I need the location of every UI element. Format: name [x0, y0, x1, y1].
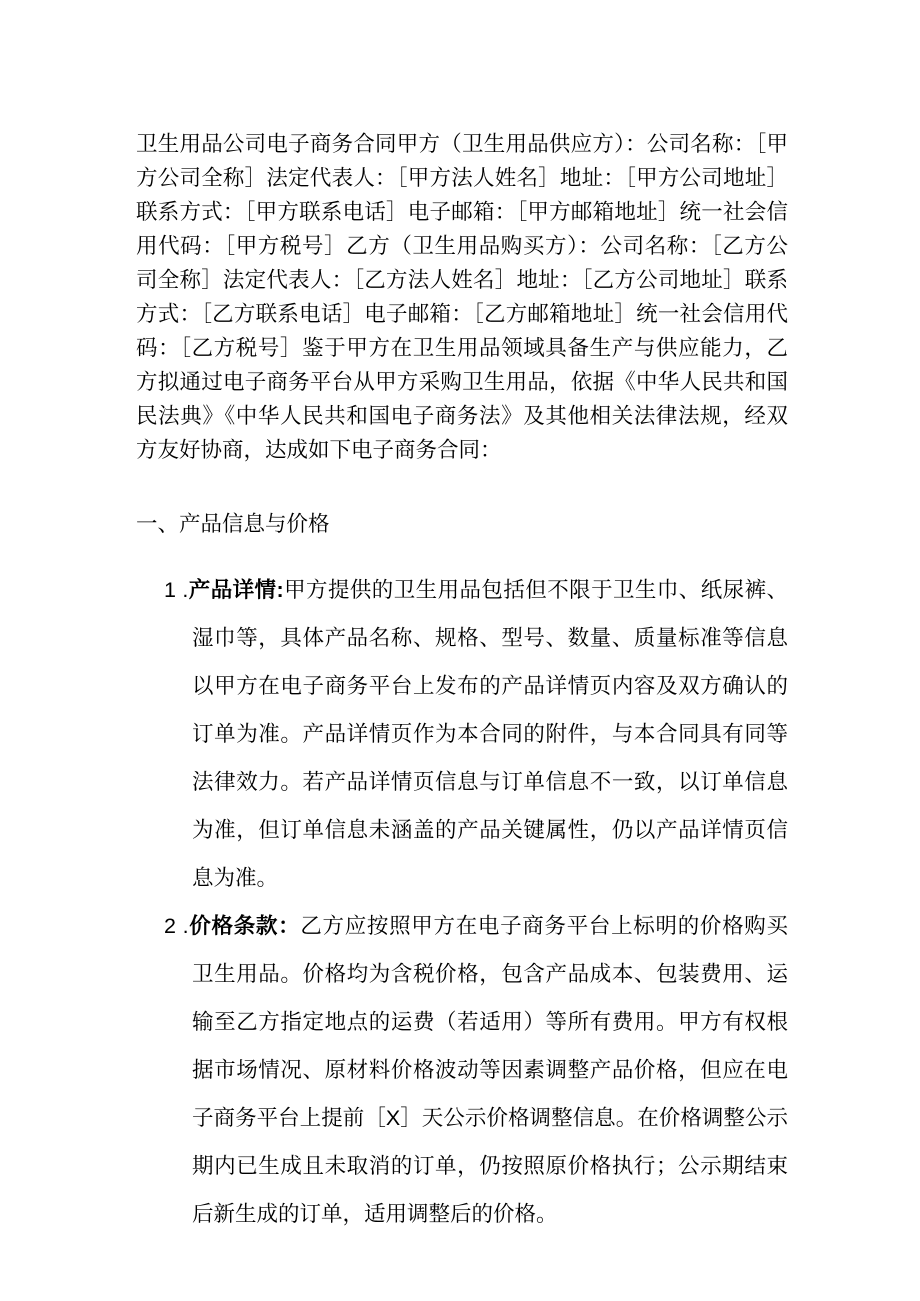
- item-label: 价格条款：: [188, 914, 301, 938]
- contract-item-price-terms: [164, 902, 788, 1238]
- item-number: 2 .: [164, 914, 189, 938]
- item-number: 1 .: [164, 578, 189, 602]
- item-text: 甲方提供的卫生用品包括但不限于卫生巾、纸尿裤、湿巾等，具体产品名称、规格、型号、数量、质量标准等信息以甲方在电子商务平台上发布的产品详情页内容及双方确认的订单为准。产品详情页作为本合同的附件，与本合同具有同等法律效力。若产品详情页信息与订单信息不一致，以订单信息为准，但订单信息未涵盖的产品关键属性，仍以产品详情页信息为准。: [192, 578, 788, 890]
- contract-intro-paragraph: 卫生用品公司电子商务合同甲方（卫生用品供应方）：公司名称：［甲方公司全称］法定代表人：［甲方法人姓名］地址：［甲方公司地址］联系方式：［甲方联系电话］电子邮箱：［甲方邮箱地址］统一社会信用代码：［甲方税号］乙方（卫生用品购买方）：公司名称：［乙方公司全称］法定代表人：［乙方法人姓名］地址：［乙方公司地址］联系方式：［乙方联系电话］电子邮箱：［乙方邮箱地址］统一社会信用代码：［乙方税号］鉴于甲方在卫生用品领域具备生产与供应能力，乙方拟通过电子商务平台从甲方采购卫生用品，依据《中华人民共和国民法典》《中华人民共和国电子商务法》及其他相关法律法规，经双方友好协商，达成如下电子商务合同：: [136, 132, 788, 462]
- contract-item-product-details: [164, 566, 788, 902]
- section-heading-product-info-price: 一、产品信息与价格: [136, 512, 330, 536]
- item-text: 乙方应按照甲方在电子商务平台上标明的价格购买卫生用品。价格均为含税价格，包含产品成本、包装费用、运输至乙方指定地点的运费（若适用）等所有费用。甲方有权根据市场情况、原材料价格波动等因素调整产品价格，但应在电子商务平台上提前［X］天公示价格调整信息。在价格调整公示期内已生成且未取消的订单，仍按照原价格执行；公示期结束后新生成的订单，适用调整后的价格。: [192, 914, 788, 1226]
- item-label: 产品详情:: [188, 578, 284, 602]
